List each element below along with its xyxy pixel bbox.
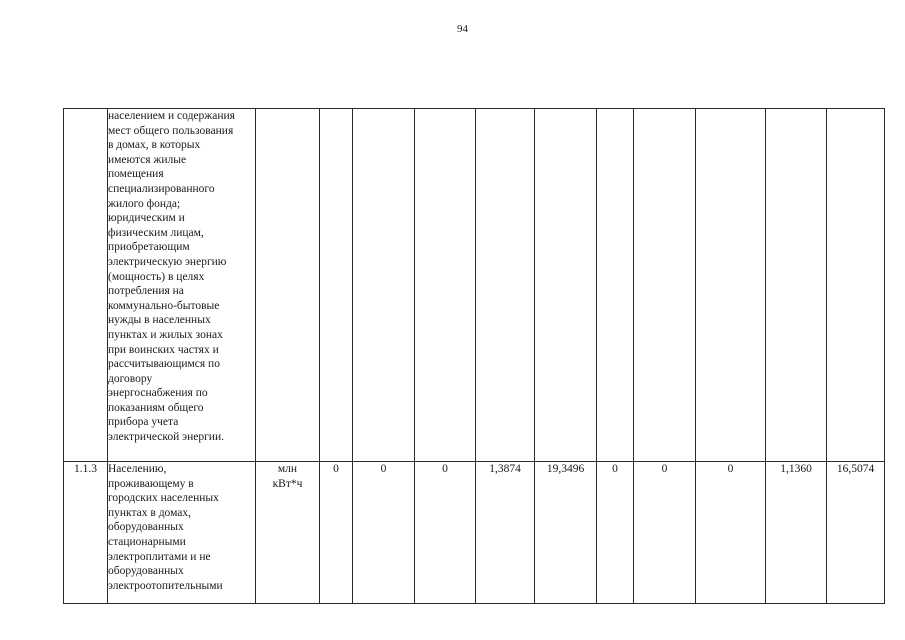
description-line: рассчитывающимся по — [108, 358, 220, 371]
value-cell — [415, 109, 476, 462]
description-line: при воинских частях и — [108, 343, 219, 356]
description-line: пунктах в домах, — [108, 506, 192, 519]
description-line: стационарными — [108, 535, 186, 548]
description-line: (мощность) в целях — [108, 270, 205, 283]
row-description — [108, 109, 256, 462]
description-line: имеются жилые — [108, 153, 187, 166]
tariff-table — [63, 108, 885, 604]
description-line: жилого фонда; — [108, 197, 181, 210]
value-cell: 1,1360 — [766, 462, 827, 604]
value-cell: 0 — [415, 462, 476, 604]
description-line: электроплитами и не — [108, 550, 211, 563]
row-unit — [256, 109, 320, 462]
description-line: специализированного — [108, 182, 215, 195]
row-number — [64, 109, 108, 462]
description-line: энергоснабжения по — [108, 387, 208, 400]
description-line: мест общего пользования — [108, 124, 234, 137]
row-unit — [256, 462, 320, 604]
value-cell: 0 — [353, 462, 415, 604]
description-line: в домах, в которых — [108, 139, 201, 152]
description-line: физическим лицам, — [108, 226, 204, 239]
value-cell — [696, 109, 766, 462]
value-cell — [476, 109, 535, 462]
value-cell — [353, 109, 415, 462]
description-line: проживающему в — [108, 477, 194, 490]
description-line: юридическим и — [108, 212, 185, 225]
description-line: электрической энергии. — [108, 431, 224, 444]
description-line: пунктах и жилых зонах — [108, 328, 223, 341]
description-line: нужды в населенных — [108, 314, 211, 327]
description-line: помещения — [108, 168, 164, 181]
description-line: электроотопительными — [108, 579, 223, 592]
value-cell — [597, 109, 634, 462]
value-cell: 0 — [597, 462, 634, 604]
description-line: населением и содержания — [108, 110, 235, 122]
page-number: 94 — [457, 23, 468, 35]
value-cell — [766, 109, 827, 462]
unit-line: млн — [277, 463, 298, 475]
value-cell — [634, 109, 696, 462]
description-line: электрическую энергию — [108, 255, 227, 268]
row-description — [108, 462, 256, 604]
value-cell — [320, 109, 353, 462]
description-line: приобретающим — [108, 241, 190, 254]
description-line: городских населенных — [108, 492, 219, 505]
description-line: договору — [108, 372, 153, 385]
description-line: оборудованных — [108, 521, 184, 534]
description-line: потребления на — [108, 285, 184, 298]
value-cell: 1,3874 — [476, 462, 535, 604]
description-line: прибора учета — [108, 416, 179, 429]
description-line: оборудованных — [108, 565, 184, 578]
value-cell — [535, 109, 597, 462]
value-cell: 0 — [634, 462, 696, 604]
description-line: коммунально-бытовые — [108, 299, 220, 312]
table-row — [64, 462, 885, 604]
value-cell — [827, 109, 885, 462]
description-line: показаниям общего — [108, 401, 204, 414]
value-cell: 16,5074 — [827, 462, 885, 604]
row-number: 1.1.3 — [64, 462, 108, 604]
unit-line: кВт*ч — [272, 477, 303, 490]
description-line: Населению, — [108, 463, 167, 475]
value-cell: 0 — [320, 462, 353, 604]
table-row — [64, 109, 885, 462]
value-cell: 19,3496 — [535, 462, 597, 604]
value-cell: 0 — [696, 462, 766, 604]
